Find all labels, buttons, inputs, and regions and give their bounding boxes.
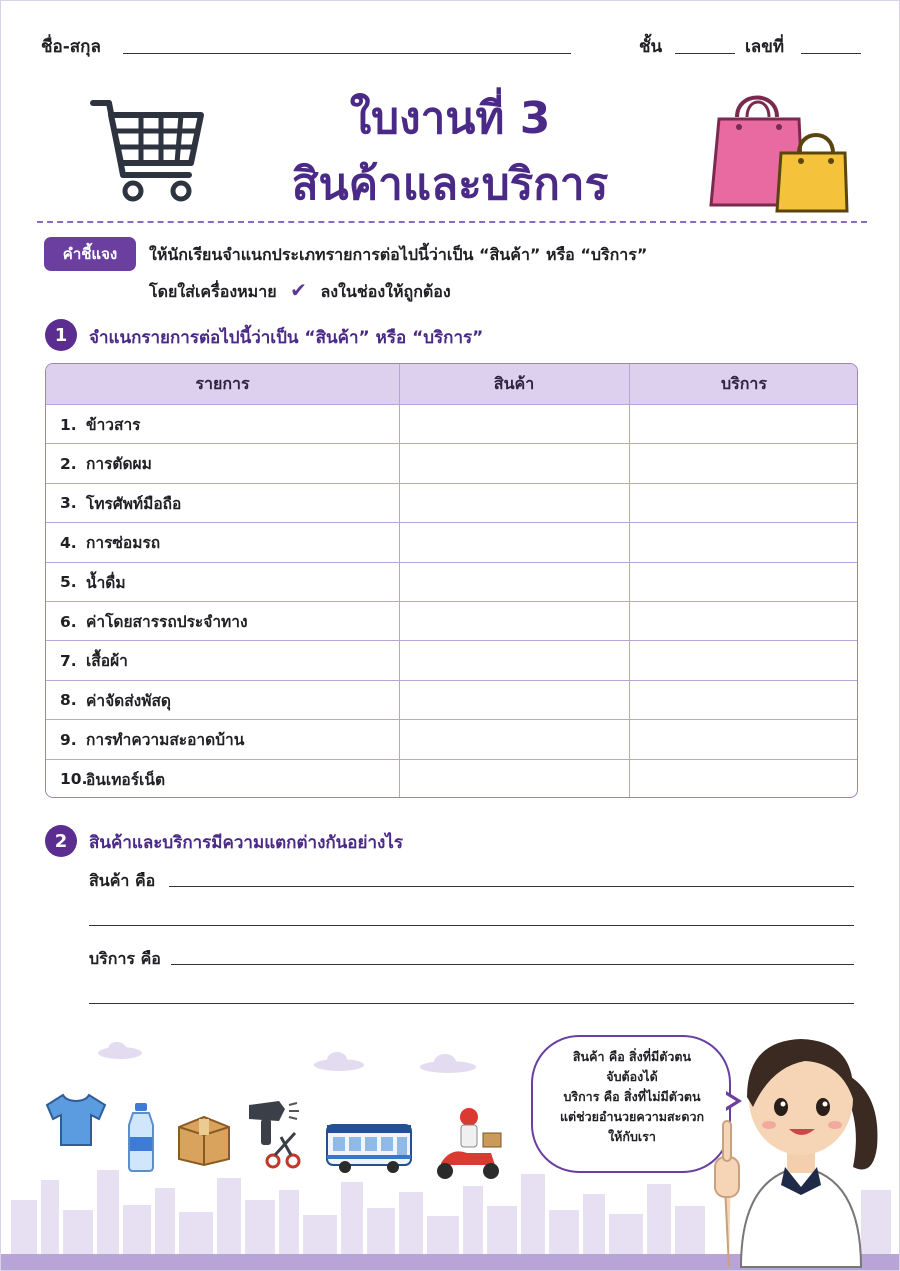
table-row-item (60, 484, 181, 523)
class-field-line[interactable] (675, 53, 735, 54)
table-row-item (60, 405, 141, 444)
service-answer-label: บริการ คือ (89, 949, 161, 968)
goods-check-cell[interactable] (399, 444, 629, 483)
classification-table (45, 363, 858, 798)
table-row (46, 404, 857, 443)
service-check-cell[interactable] (629, 760, 858, 798)
table-row (46, 562, 857, 601)
goods-check-cell[interactable] (399, 641, 629, 680)
row-number: 3. (60, 494, 77, 513)
goods-check-cell[interactable] (399, 681, 629, 720)
row-number: 1. (60, 415, 77, 434)
row-number: 10. (60, 770, 88, 789)
water-bottle-icon (123, 1101, 159, 1173)
table-row-item (60, 641, 128, 680)
table-row-item (60, 760, 165, 798)
goods-check-cell[interactable] (399, 484, 629, 523)
row-number: 4. (60, 533, 77, 552)
goods-answer-label: สินค้า คือ (89, 871, 156, 890)
worksheet-title: ใบงานที่ 3 (349, 93, 551, 144)
table-row (46, 719, 857, 758)
row-label: เสื้อผ้า (86, 652, 128, 671)
row-number: 9. (60, 730, 77, 749)
row-number: 5. (60, 573, 77, 592)
service-check-cell[interactable] (629, 563, 858, 602)
table-row (46, 443, 857, 482)
goods-check-cell[interactable] (399, 563, 629, 602)
table-row (46, 640, 857, 679)
row-number: 7. (60, 651, 77, 670)
tshirt-icon (43, 1091, 109, 1149)
row-label: โทรศัพท์มือถือ (86, 494, 182, 513)
checkmark-icon: ✔ (290, 278, 307, 302)
goods-check-cell[interactable] (399, 523, 629, 562)
table-row-item (60, 720, 244, 759)
column-header-goods: สินค้า (493, 373, 535, 393)
student-info-header (41, 33, 859, 61)
column-header-item: รายการ (195, 373, 250, 393)
parcel-box-icon (175, 1113, 233, 1167)
section-1-number: 1 (45, 319, 77, 351)
service-check-cell[interactable] (629, 720, 858, 759)
cloud-icon (97, 1041, 143, 1059)
table-row-item (60, 563, 126, 602)
speech-line: สินค้า คือ สิ่งที่มีตัวตน (572, 1049, 692, 1064)
section-2-number: 2 (45, 825, 77, 857)
goods-check-cell[interactable] (399, 602, 629, 641)
goods-answer-line-2[interactable] (89, 925, 854, 926)
speech-bubble-text (539, 1047, 725, 1147)
row-label: ค่าโดยสารรถประจำทาง (86, 613, 248, 631)
delivery-scooter-icon (431, 1105, 507, 1185)
goods-answer-line-1[interactable] (169, 886, 854, 887)
column-divider (399, 364, 400, 797)
cloud-icon (313, 1051, 365, 1071)
speech-line: ให้กับเรา (608, 1129, 656, 1144)
table-row-item (60, 523, 160, 562)
service-check-cell[interactable] (629, 641, 858, 680)
table-row-item (60, 602, 248, 641)
goods-check-cell[interactable] (399, 405, 629, 444)
worksheet-subtitle: สินค้าและบริการ (291, 159, 609, 210)
speech-line: แต่ช่วยอำนวยความสะดวก (559, 1109, 705, 1124)
section-2-title: สินค้าและบริการมีความแตกต่างกันอย่างไร (89, 833, 403, 853)
row-label: การตัดผม (86, 455, 152, 474)
section-1-title: จำแนกรายการต่อไปนี้ว่าเป็น “สินค้า” หรือ “บริการ” (89, 328, 484, 348)
service-answer-line-2[interactable] (89, 1003, 854, 1004)
row-label: การทำความสะอาดบ้าน (86, 731, 245, 750)
name-field-line[interactable] (123, 53, 571, 54)
service-check-cell[interactable] (629, 681, 858, 720)
number-field-line[interactable] (801, 53, 861, 54)
class-label: ชั้น (639, 37, 663, 57)
row-number: 8. (60, 691, 77, 710)
service-check-cell[interactable] (629, 523, 858, 562)
speech-line: จับต้องได้ (606, 1069, 658, 1084)
table-row (46, 759, 857, 798)
instructions-line-1: ให้นักเรียนจำแนกประเภทรายการต่อไปนี้ว่าเป็น “สินค้า” หรือ “บริการ” (149, 245, 648, 264)
row-label: อินเทอร์เน็ต (86, 770, 166, 789)
table-row (46, 680, 857, 719)
row-label: การซ่อมรถ (86, 534, 161, 553)
column-divider (629, 364, 630, 797)
row-label: ค่าจัดส่งพัสดุ (86, 691, 171, 710)
row-number: 6. (60, 612, 77, 631)
goods-check-cell[interactable] (399, 760, 629, 798)
table-row (46, 522, 857, 561)
table-row (46, 601, 857, 640)
table-row-item (60, 444, 152, 483)
row-label: ข้าวสาร (86, 416, 141, 434)
instructions-line-2 (149, 278, 451, 305)
table-row (46, 483, 857, 522)
speech-line: บริการ คือ สิ่งที่ไม่มีตัวตน (563, 1089, 701, 1104)
row-number: 2. (60, 454, 77, 473)
column-header-service: บริการ (720, 373, 767, 393)
hairdryer-scissors-icon (245, 1097, 307, 1173)
instructions-line-2-after: ลงในช่องให้ถูกต้อง (320, 282, 451, 301)
shopping-bags-icon (707, 93, 853, 217)
section-divider (37, 221, 867, 223)
instructions-badge: คำชี้แจง (44, 237, 136, 271)
service-check-cell[interactable] (629, 602, 858, 641)
cloud-icon (419, 1053, 477, 1073)
row-label: น้ำดื่ม (86, 573, 126, 592)
bus-icon (323, 1119, 415, 1177)
service-check-cell[interactable] (629, 405, 858, 444)
name-label: ชื่อ-สกุล (41, 37, 101, 57)
instructions-line-2-before: โดยใส่เครื่องหมาย (149, 282, 277, 301)
service-check-cell[interactable] (629, 484, 858, 523)
service-check-cell[interactable] (629, 444, 858, 483)
goods-check-cell[interactable] (399, 720, 629, 759)
student-girl-illustration (701, 1017, 891, 1271)
table-row-item (60, 681, 171, 720)
service-answer-line-1[interactable] (171, 964, 854, 965)
number-label: เลขที่ (745, 37, 785, 57)
